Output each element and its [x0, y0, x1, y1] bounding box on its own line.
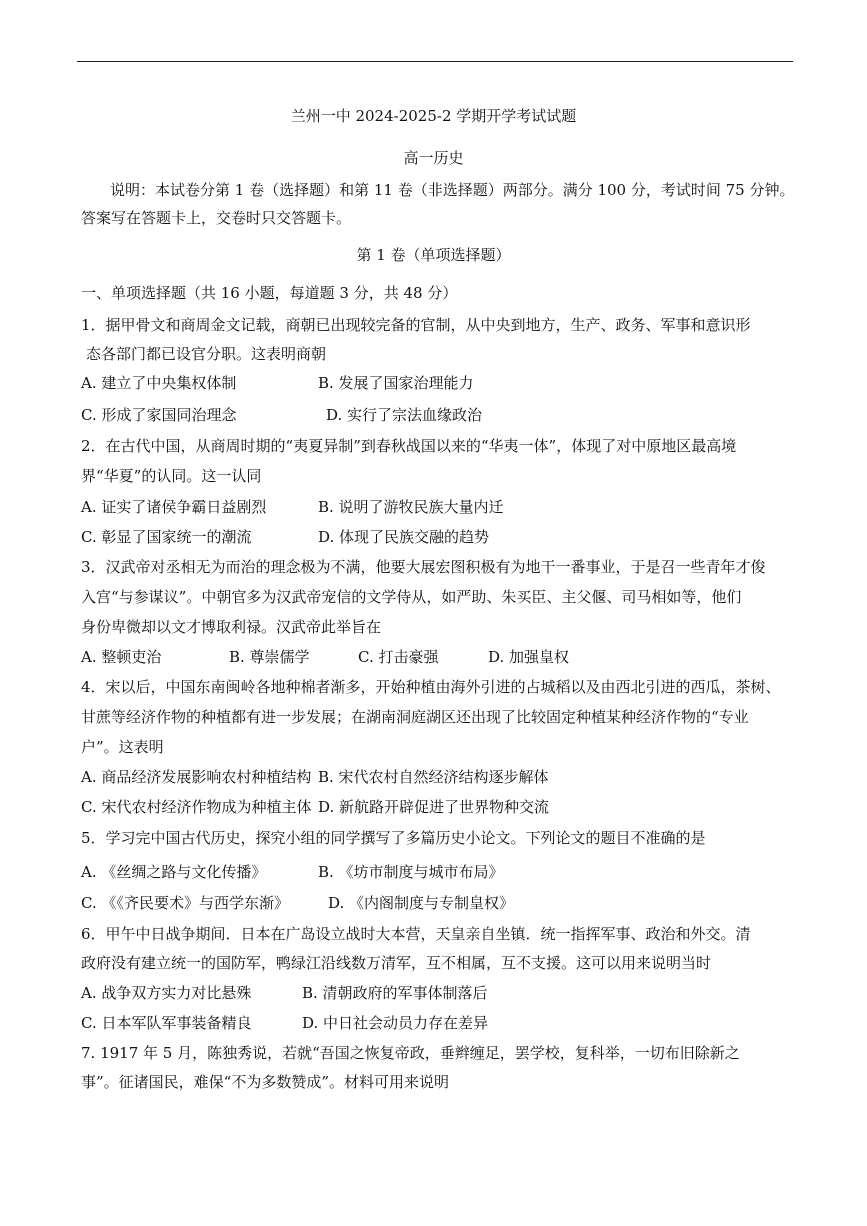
- instructions-line-2: 答案写在答题卡上，交卷时只交答题卡。: [81, 209, 352, 227]
- q2-stem-line-1: 2．在古代中国，从商周时期的“夷夏异制”到春秋战国以来的“华夷一体”，体现了对中原地区最高境: [81, 437, 737, 455]
- q5-stem-line-1: 5．学习完中国古代历史，探究小组的同学撰写了多篇历史小论文。下列论文的题目不准确的是: [81, 829, 706, 847]
- q6-stem-line-2: 政府没有建立统一的国防军，鸭绿江沿线数万清军，互不相属，互不支援。这可以用来说明当时: [81, 954, 712, 972]
- q3-stem-line-2: 入宫“与参谋议”。中朝官多为汉武帝宠信的文学侍从，如严助、朱买臣、主父偃、司马相如等，他们: [81, 588, 742, 606]
- exam-subject: 高一历史: [403, 149, 464, 167]
- q4-stem-line-1: 4．宋以后，中国东南闽岭各地种棉者渐多，开始种植由海外引进的占城稻以及由西北引进的西瓜，茶树、: [81, 678, 781, 696]
- q4-option-c: C. 宋代农村经济作物成为种植主体: [81, 798, 312, 816]
- q4-stem-line-2: 甘蔗等经济作物的种植都有进一步发展；在湖南洞庭湖区还出现了比较固定种植某种经济作物的“专业: [81, 708, 749, 726]
- q5-option-c: C. 《《齐民要术》与西学东渐》: [81, 894, 289, 912]
- q5-option-a: A. 《丝绸之路与文化传播》: [81, 863, 267, 881]
- q7-stem-line-1: 7. 1917 年 5 月，陈独秀说，若就“吾国之恢复帝政，垂辫缠足，罢学校，复科举，一切布旧除新之: [81, 1044, 740, 1062]
- q1-stem-line-1: 1．据甲骨文和商周金文记载，商朝已出现较完备的官制，从中央到地方，生产、政务、军事和意识形: [81, 316, 751, 334]
- q6-option-a: A. 战争双方实力对比悬殊: [81, 984, 252, 1002]
- q4-stem-line-3: 户”。这表明: [81, 738, 164, 756]
- q3-option-c: C. 打击豪强: [358, 648, 439, 666]
- q5-option-d: D. 《内阁制度与专制皇权》: [328, 894, 515, 912]
- q3-option-a: A. 整顿吏治: [81, 648, 162, 666]
- q2-option-a: A. 证实了诸侯争霸日益剧烈: [81, 498, 267, 516]
- q1-option-c: C. 形成了家国同治理念: [81, 406, 237, 424]
- q7-stem-line-2: 事”。征诸国民，难保“不为多数赞成”。材料可用来说明: [81, 1073, 450, 1091]
- q4-option-a: A. 商品经济发展影响农村种植结构: [81, 768, 312, 786]
- q5-option-b: B. 《坊市制度与城市布局》: [318, 863, 504, 881]
- q2-option-c: C. 彰显了国家统一的潮流: [81, 528, 252, 546]
- instructions-line-1: 说明：本试卷分第 1 卷（选择题）和第 11 卷（非选择题）两部分。满分 100 分，考试时间 75 分钟。: [110, 181, 795, 199]
- q2-stem-line-2: 界“华夏”的认同。这一认同: [81, 467, 262, 485]
- exam-title: 兰州一中 2024-2025-2 学期开学考试试题: [290, 107, 577, 125]
- q2-option-b: B. 说明了游牧民族大量内迁: [318, 498, 504, 516]
- q1-option-a: A. 建立了中央集权体制: [81, 374, 237, 392]
- top-rule: [77, 61, 793, 62]
- q4-option-d: D. 新航路开辟促进了世界物种交流: [318, 798, 550, 816]
- q6-option-d: D. 中日社会动员力存在差异: [302, 1014, 489, 1032]
- q1-option-b: B. 发展了国家治理能力: [318, 374, 474, 392]
- q3-stem-line-1: 3．汉武帝对丞相无为而治的理念极为不满，他要大展宏图积极有为地干一番事业，于是召一些青年才俊: [81, 558, 766, 576]
- q2-option-d: D. 体现了民族交融的趋势: [318, 528, 490, 546]
- q6-stem-line-1: 6．甲午中日战争期间．日本在广岛设立战时大本营，天皇亲自坐镇．统一指挥军事、政治和外交。清: [81, 925, 751, 943]
- q4-option-b: B. 宋代农村自然经济结构逐步解体: [318, 768, 549, 786]
- q3-option-b: B. 尊崇儒学: [229, 648, 310, 666]
- q6-option-b: B. 清朝政府的军事体制落后: [302, 984, 488, 1002]
- part1-title: 第 1 卷（单项选择题）: [356, 246, 511, 264]
- q3-stem-line-3: 身份卑微却以文才博取利禄。汉武帝此举旨在: [81, 618, 382, 636]
- q1-option-d: D. 实行了宗法血缘政治: [326, 406, 483, 424]
- q6-option-c: C. 日本军队军事装备精良: [81, 1014, 252, 1032]
- q1-stem-line-2: 态各部门都已设官分职。这表明商朝: [86, 345, 327, 363]
- q3-option-d: D. 加强皇权: [488, 648, 570, 666]
- section-title: 一、单项选择题（共 16 小题，每道题 3 分，共 48 分）: [81, 284, 458, 302]
